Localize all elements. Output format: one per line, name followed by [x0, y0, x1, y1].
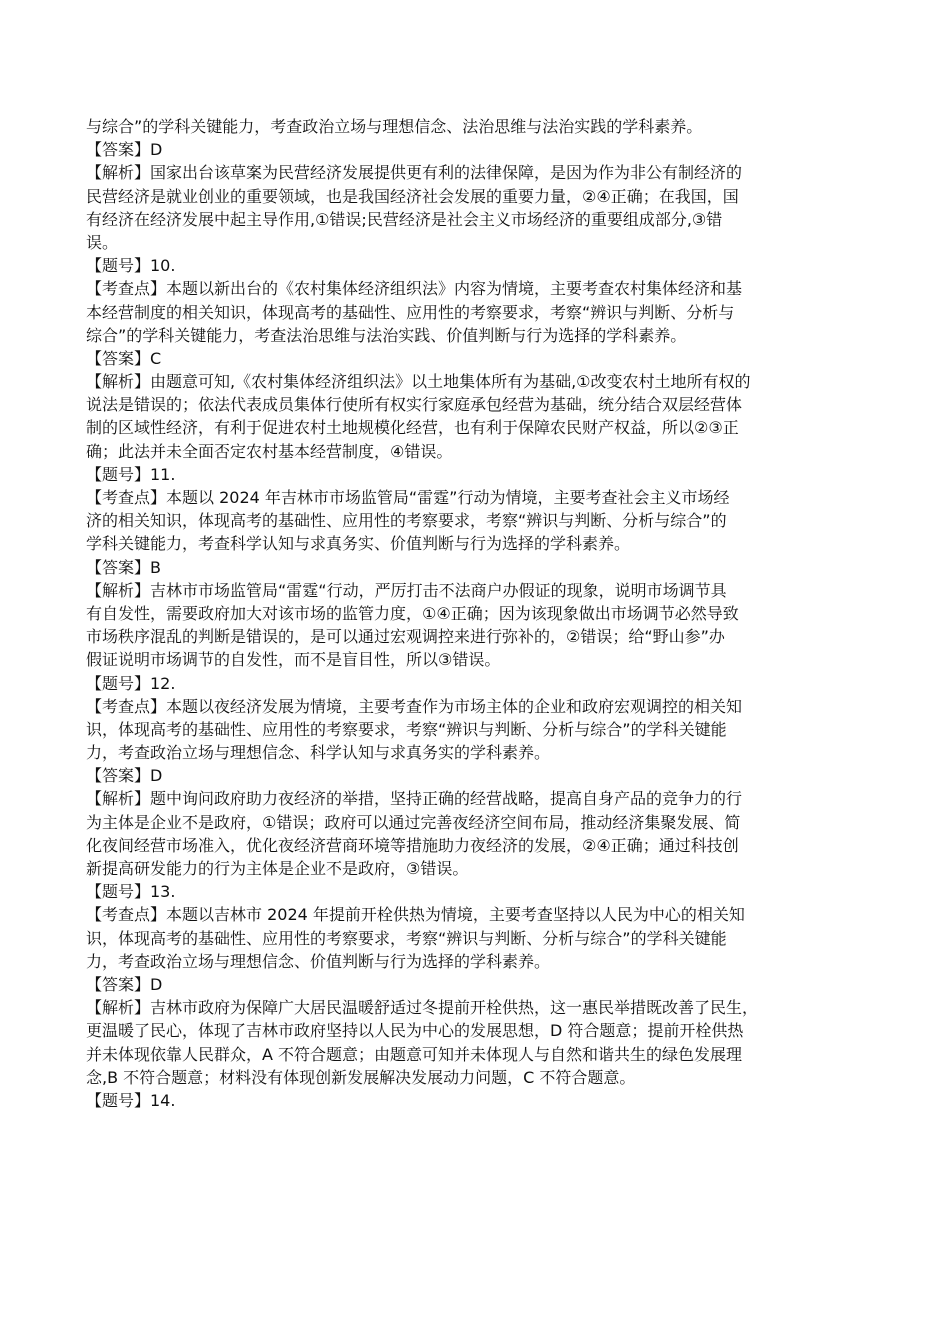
text-line: 市场秩序混乱的判断是错误的，是可以通过宏观调控来进行弥补的，②错误；给“野山参”办	[86, 627, 725, 647]
text-line: 念,B 不符合题意；材料没有体现创新发展解决发展动力问题，C 不符合题意。	[86, 1067, 636, 1087]
text-line: 说法是错误的；依法代表成员集体行使所有权实行家庭承包经营为基础，统分结合双层经营体	[86, 395, 743, 415]
text-line: 民营经济是就业创业的重要领域，也是我国经济社会发展的重要力量，②④正确；在我国，国	[86, 186, 739, 206]
text-line: 力，考查政治立场与理想信念、价值判断与行为选择的学科素养。	[86, 951, 551, 971]
text-line: 假证说明市场调节的自发性，而不是盲目性，所以③错误。	[86, 650, 501, 670]
text-line: 【答案】C	[86, 348, 162, 368]
text-line: 学科关键能力，考查科学认知与求真务实、价值判断与行为选择的学科素养。	[86, 534, 631, 554]
text-line: 并未体现依靠人民群众，A 不符合题意；由题意可知并未体现人与自然和谐共生的绿色发展理	[86, 1044, 743, 1064]
text-line: 【考查点】本题以新出台的《农村集体经济组织法》内容为情境，主要考查农村集体经济和基	[86, 279, 743, 299]
text-line: 【考查点】本题以吉林市 2024 年提前开栓供热为情境，主要考查坚持以人民为中心的相关知	[86, 905, 745, 925]
text-line: 确；此法并未全面否定农村基本经营制度，④错误。	[86, 441, 453, 461]
text-line: 力，考查政治立场与理想信念、科学认知与求真务实的学科素养。	[86, 743, 551, 763]
text-line: 【题号】14.	[86, 1090, 176, 1110]
text-line: 【解析】由题意可知,《农村集体经济组织法》以土地集体所有为基础,①改变农村土地所有权的	[86, 372, 751, 392]
text-line: 更温暖了民心，体现了吉林市政府坚持以人民为中心的发展思想，D 符合题意；提前开栓供热	[86, 1021, 744, 1041]
text-line: 识，体现高考的基础性、应用性的考察要求，考察“辨识与判断、分析与综合”的学科关键能	[86, 928, 727, 948]
text-line: 【题号】11.	[86, 464, 176, 484]
text-line: 制的区域性经济，有利于促进农村土地规模化经营，也有利于保障农民财产权益，所以②③正	[86, 418, 739, 438]
text-line: 【解析】吉林市市场监管局“雷霆“行动，严厉打击不法商户办假证的现象，说明市场调节具	[86, 580, 727, 600]
text-line: 【考查点】本题以夜经济发展为情境，主要考查作为市场主体的企业和政府宏观调控的相关知	[86, 696, 743, 716]
text-line: 化夜间经营市场准入，优化夜经济营商环境等措施助力夜经济的发展，②④正确；通过科技创	[86, 835, 739, 855]
text-line: 综合”的学科关键能力，考查法治思维与法治实践、价值判断与行为选择的学科素养。	[86, 325, 687, 345]
text-line: 济的相关知识，体现高考的基础性、应用性的考察要求，考察“辨识与判断、分析与综合”的	[86, 511, 727, 531]
text-line: 为主体是企业不是政府，①错误；政府可以通过完善夜经济空间布局，推动经济集聚发展、简	[86, 812, 741, 832]
document-body	[86, 115, 866, 1112]
text-line: 误。	[86, 232, 119, 252]
text-line: 有经济在经济发展中起主导作用,①错误;民营经济是社会主义市场经济的重要组成部分,③错	[86, 209, 723, 229]
text-line: 本经营制度的相关知识，体现高考的基础性、应用性的考察要求，考察“辨识与判断、分析与	[86, 302, 735, 322]
text-line: 识，体现高考的基础性、应用性的考察要求，考察“辨识与判断、分析与综合”的学科关键能	[86, 719, 727, 739]
text-line: 【答案】B	[86, 557, 161, 577]
text-line: 【题号】13.	[86, 882, 176, 902]
text-line: 有自发性，需要政府加大对该市场的监管力度，①④正确；因为该现象做出市场调节必然导致	[86, 603, 739, 623]
text-line: 【考查点】本题以 2024 年吉林市市场监管局“雷霆”行动为情境，主要考查社会主义市场经	[86, 488, 730, 507]
text-line: 【答案】D	[86, 766, 163, 786]
text-line: 【解析】题中询问政府助力夜经济的举措，坚持正确的经营战略，提高自身产品的竞争力的行	[86, 789, 743, 809]
text-line: 【解析】国家出台该草案为民营经济发展提供更有利的法律保障，是因为作为非公有制经济的	[86, 163, 743, 183]
text-line: 【题号】12.	[86, 673, 176, 693]
text-line: 【解析】吉林市政府为保障广大居民温暖舒适过冬提前开栓供热，这一惠民举措既改善了民生，	[86, 998, 759, 1018]
text-line: 与综合”的学科关键能力，考查政治立场与理想信念、法治思维与法治实践的学科素养。	[86, 117, 703, 136]
text-line: 新提高研发能力的行为主体是企业不是政府，③错误。	[86, 859, 469, 878]
text-line: 【答案】D	[86, 974, 163, 994]
text-line: 【题号】10.	[86, 256, 176, 276]
text-line: 【答案】D	[86, 140, 163, 160]
